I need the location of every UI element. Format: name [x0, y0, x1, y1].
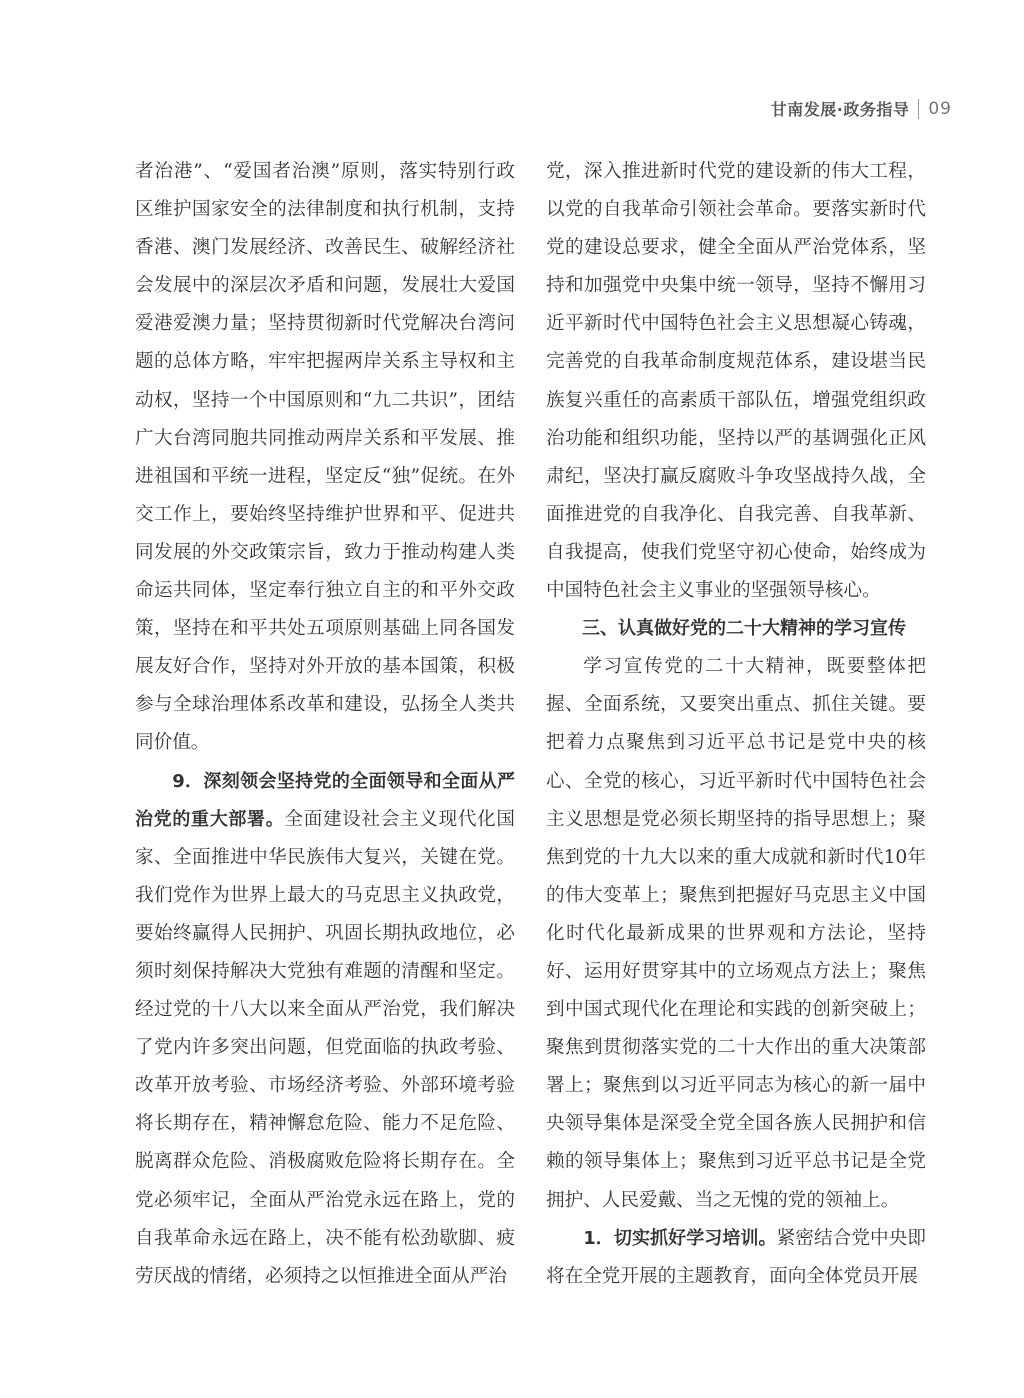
right-column [546, 153, 926, 1296]
left-column [135, 153, 515, 1296]
header-divider [918, 99, 919, 119]
paragraph: 党，深入推进新时代党的建设新的伟大工程，以党的自我革命引领社会革命。要落实新时代党的建设总要求，健全全面从严治党体系，坚持和加强党中央集中统一领导，坚持不懈用习近平新时代中国特色社会主义思想凝心铸魂，完善党的自我革命制度规范体系，建设堪当民族复兴重任的高素质干部队伍，增强党组织政治功能和组织功能，坚持以严的基调强化正风肃纪，坚决打赢反腐败斗争攻坚战持久战，全面推进党的自我净化、自我完善、自我革新、自我提高，使我们党坚守初心使命，始终成为中国特色社会主义事业的坚强领导核心。 [546, 161, 926, 602]
paragraph: 学习宣传党的二十大精神，既要整体把握、全面系统，又要突出重点、抓住关键。要把着力点聚焦到习近平总书记是党中央的核心、全党的核心，习近平新时代中国特色社会主义思想是党必须长期坚持的指导思想上；聚焦到党的十九大以来的重大成就和新时代10年的伟大变革上；聚焦到把握好马克思主义中国化时代化最新成果的世界观和方法论，坚持好、运用好贯穿其中的立场观点方法上；聚焦到中国式现代化在理论和实践的创新突破上；聚焦到贯彻落实党的二十大作出的重大决策部署上；聚焦到以习近平同志为核心的新一届中央领导集体是深受全党全国各族人民拥护和信赖的领导集体上；聚焦到习近平总书记是全党拥护、人民爱戴、当之无愧的党的领袖上。 [546, 656, 926, 1211]
paragraph: 者治港”、“爱国者治澳”原则，落实特别行政区维护国家安全的法律制度和执行机制，支持香港、澳门发展经济、改善民生、破解经济社会发展中的深层次矛盾和问题，发展壮大爱国爱港爱澳力量；坚持贯彻新时代党解决台湾问题的总体方略，牢牢把握两岸关系主导权和主动权，坚持一个中国原则和“九二共识”，团结广大台湾同胞共同推动两岸关系和平发展、推进祖国和平统一进程，坚定反“独”促统。在外交工作上，要始终坚持维护世界和平、促进共同发展的外交政策宗旨，致力于推动构建人类命运共同体，坚定奉行独立自主的和平外交政策，坚持在和平共处五项原则基础上同各国发展友好合作，坚持对外开放的基本国策，积极参与全球治理体系改革和建设，弘扬全人类共同价值。 [135, 161, 515, 754]
paragraph-body: 全面建设社会主义现代化国家、全面推进中华民族伟大复兴，关键在党。我们党作为世界上最大的马克思主义执政党，要始终赢得人民拥护、巩固长期执政地位，必须时刻保持解决大党独有难题的清醒和坚定。经过党的十八大以来全面从严治党，我们解决了党内许多突出问题，但党面临的执政考验、改革开放考验、市场经济考验、外部环境考验将长期存在，精神懈怠危险、能力不足危险、脱离群众危险、消极腐败危险将长期存在。全党必须牢记，全面从严治党永远在路上，党的自我革命永远在路上，决不能有松劲歇脚、疲劳厌战的情绪，必须持之以恒推进全面从严治 [135, 808, 515, 1287]
paragraph-body: 紧密结合党中央即将在全党开展的主题教育，面向全体党员开展 [546, 1227, 926, 1287]
paragraph [546, 1220, 926, 1296]
section-heading: 三、认真做好党的二十大精神的学习宣传 [582, 618, 906, 640]
page-number: 09 [928, 98, 952, 119]
paragraph [135, 763, 515, 1296]
running-header [771, 97, 952, 120]
publication-title: 甘南发展·政务指导 [770, 100, 910, 119]
section-lead: 1．切实抓好学习培训。 [583, 1227, 777, 1249]
section-lead: 9．深刻领会坚持党的全面领导和全面从严治党的重大部署。 [135, 770, 515, 830]
